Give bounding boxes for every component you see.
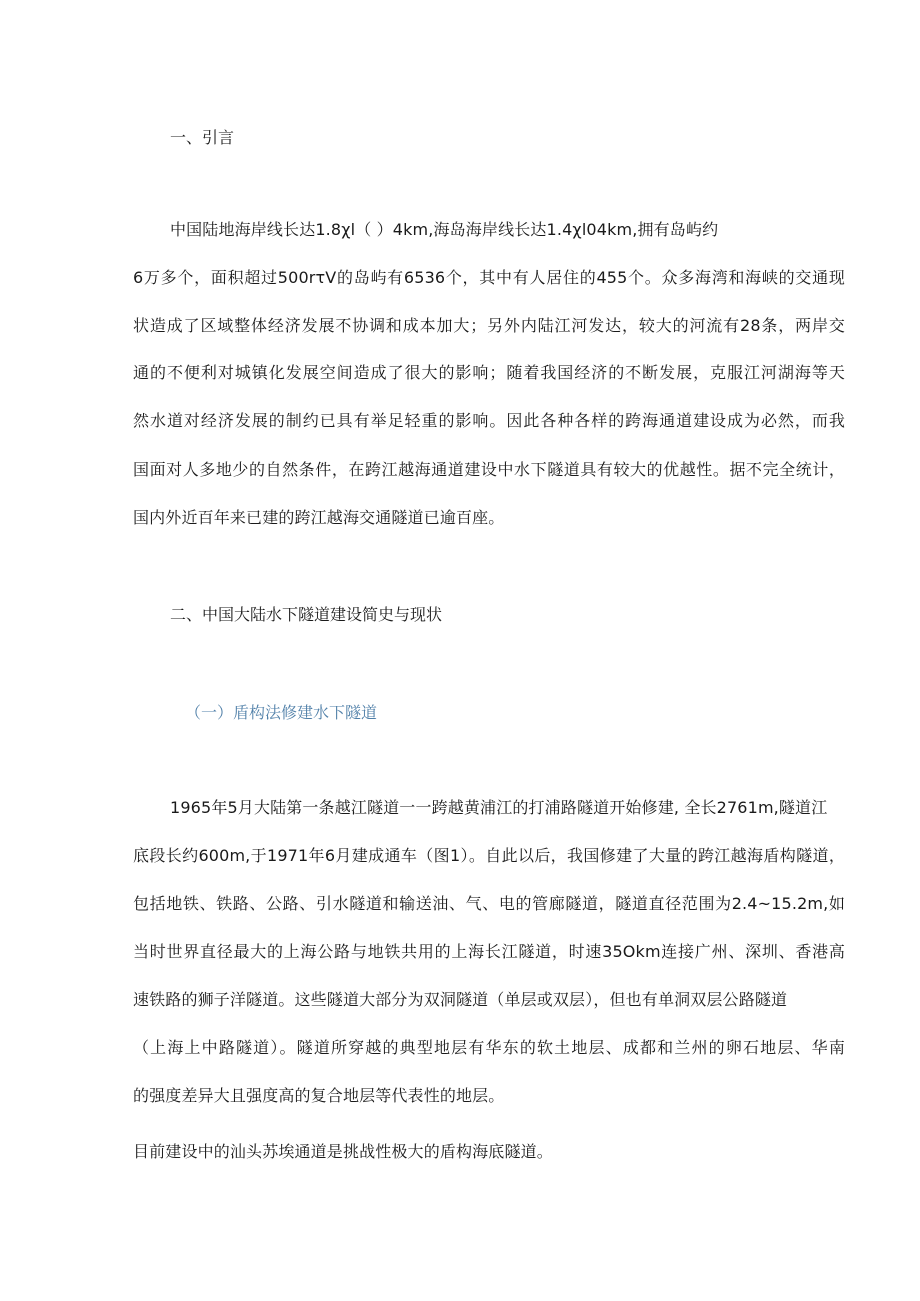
- paragraph-line: 国面对人多地少的自然条件，在跨江越海通道建设中水下隧道具有较大的优越性。据不完全统计，: [133, 460, 845, 479]
- paragraph-line: 速铁路的狮子洋隧道。这些隧道大部分为双洞隧道（单层或双层），但也有单洞双层公路隧道: [133, 990, 788, 1009]
- paragraph-line: 的强度差异大且强度高的复合地层等代表性的地层。: [133, 1086, 505, 1105]
- paragraph-line: 状造成了区域整体经济发展不协调和成本加大；另外内陆江河发达，较大的河流有28条，两岸交: [133, 316, 845, 335]
- paragraph-line: 国内外近百年来已建的跨江越海交通隧道已逾百座。: [133, 508, 505, 527]
- paragraph-line: 中国陆地海岸线长达1.8χl（ ）4km,海岛海岸线长达1.4χl04km,拥有岛屿约: [170, 220, 719, 239]
- paragraph-line: 然水道对经济发展的制约已具有举足轻重的影响。因此各种各样的跨海通道建设成为必然，而我: [133, 411, 845, 430]
- paragraph-line: 通的不便利对城镇化发展空间造成了很大的影响；随着我国经济的不断发展，克服江河湖海等天: [133, 363, 845, 382]
- paragraph-line: 底段长约600m,于1971年6月建成通车（图1）。自此以后，我国修建了大量的跨江越海盾构隧道，: [133, 846, 845, 865]
- paragraph-line: （上海上中路隧道）。隧道所穿越的典型地层有华东的软土地层、成都和兰州的卵石地层、华南: [133, 1038, 845, 1057]
- section-heading-history: 二、中国大陆水下隧道建设简史与现状: [170, 605, 443, 624]
- paragraph-line: 包括地铁、铁路、公路、引水隧道和输送油、气、电的管廊隧道，隧道直径范围为2.4~15.2m,如: [133, 894, 845, 913]
- section-heading-introduction: 一、引言: [170, 128, 235, 147]
- paragraph-line: 6万多个，面积超过500rτV的岛屿有6536个，其中有人居住的455个。众多海湾和海峡的交通现: [133, 268, 845, 287]
- paragraph-line: 目前建设中的汕头苏埃通道是挑战性极大的盾构海底隧道。: [133, 1142, 553, 1161]
- paragraph-line: 1965年5月大陆第一条越江隧道一一跨越黄浦江的打浦路隧道开始修建, 全长2761m,隧道江: [170, 798, 828, 817]
- paragraph-line: 当时世界直径最大的上海公路与地铁共用的上海长江隧道，时速35Okm连接广州、深圳、香港高: [133, 942, 845, 961]
- subsection-heading-shield-tunneling: （一）盾构法修建水下隧道: [185, 703, 378, 722]
